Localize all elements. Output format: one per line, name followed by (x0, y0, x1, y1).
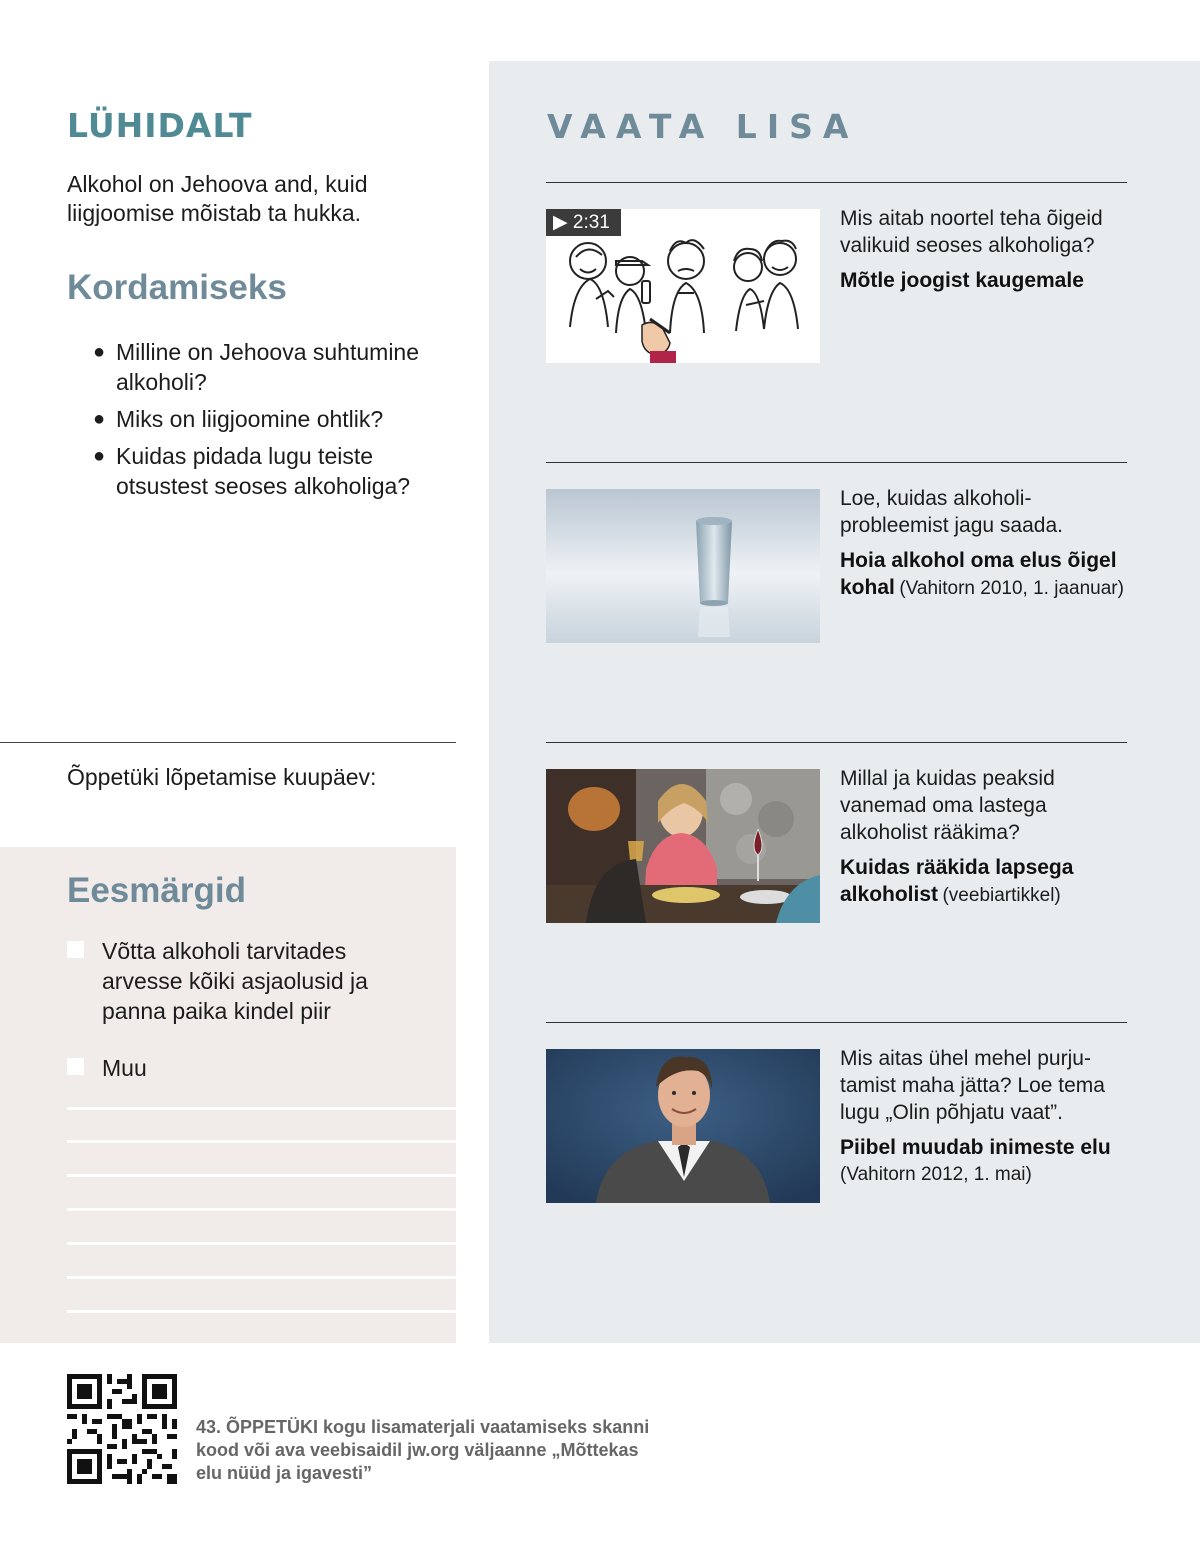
goal-text: Võtta alkoholi tarvitades arvesse kõiki asjaolusid ja panna paika kindel piir (102, 938, 368, 1024)
goal-item[interactable] (67, 936, 397, 1026)
man-portrait-photo-thumbnail[interactable] (546, 1049, 820, 1203)
resource-source: (veebiartikkel) (942, 885, 1061, 906)
qr-code-icon[interactable] (67, 1374, 177, 1484)
resource-text (840, 485, 1125, 602)
summary-text: Alkohol on Jehoova and, kuid liigjoomise mõistab ta hukka. (67, 171, 368, 226)
bullet-icon: ● (93, 408, 106, 430)
write-line[interactable] (67, 1174, 456, 1177)
qr-code-graphic (67, 1374, 177, 1484)
resource-description: Mis aitab noortel teha õigeid valikuid seoses alkoholiga? (840, 207, 1103, 257)
write-line[interactable] (67, 1276, 456, 1279)
glass-photo-thumbnail[interactable] (546, 489, 820, 643)
write-line[interactable] (67, 1242, 456, 1245)
glass-icon (546, 489, 820, 643)
man-portrait-icon (546, 1049, 820, 1203)
write-line[interactable] (67, 1310, 456, 1313)
goal-text: Muu (102, 1055, 147, 1081)
section-divider (0, 742, 456, 743)
resource-title-link[interactable]: Piibel muudab inimeste elu (840, 1136, 1111, 1159)
footer-text: 43. ÕPPETÜKI kogu lisamaterjali vaatamiseks skanni kood või ava veebisaidil jw.org väljaanne „Mõttekas elu nüüd ja igavesti” (196, 1417, 650, 1483)
bullet-icon: ● (93, 341, 106, 363)
video-duration-badge: ▶ 2:31 (546, 209, 621, 236)
resource-divider (546, 1022, 1127, 1023)
review-question: ● Milline on Jehoova suhtumine alkoholi? (93, 339, 420, 395)
family-dinner-icon (546, 769, 820, 923)
summary-heading: LÜHIDALT (67, 106, 253, 145)
resource-divider (546, 462, 1127, 463)
write-line[interactable] (67, 1107, 456, 1110)
resource-description: Mis aitas ühel mehel purju-tamist maha jätta? Loe tema lugu „Olin põhjatu vaat”. (840, 1047, 1105, 1124)
review-list (93, 337, 453, 508)
resource-title-link[interactable]: Hoia alkohol oma elus õigel kohal (840, 549, 1117, 599)
see-more-panel (489, 61, 1200, 1343)
write-line[interactable] (67, 1140, 456, 1143)
resource-source: (Vahitorn 2012, 1. mai) (840, 1164, 1032, 1185)
resource-divider (546, 182, 1127, 183)
resource-text (840, 1045, 1125, 1188)
goal-checkbox[interactable] (67, 1058, 84, 1075)
family-dinner-photo-thumbnail[interactable] (546, 769, 820, 923)
resource-description: Loe, kuidas alkoholi-probleemist jagu saada. (840, 487, 1063, 537)
resource-text (840, 205, 1125, 294)
resource-description: Millal ja kuidas peaksid vanemad oma lastega alkoholist rääkima? (840, 767, 1055, 844)
goals-heading: Eesmärgid (67, 871, 246, 910)
resource-title-link[interactable]: Kuidas rääkida lapsega alkoholist (840, 856, 1074, 906)
completion-date-label: Õppetüki lõpetamise kuupäev: (67, 764, 377, 790)
resource-source: (Vahitorn 2010, 1. jaanuar) (899, 578, 1124, 599)
resource-divider (546, 742, 1127, 743)
goal-item-other[interactable] (67, 1053, 397, 1083)
review-question: ● Kuidas pidada lugu teiste otsustest seoses alkoholiga? (93, 443, 411, 499)
see-more-heading: VAATA LISA (547, 107, 859, 146)
bullet-icon: ● (93, 445, 106, 467)
resource-title-link[interactable]: Mõtle joogist kaugemale (840, 269, 1084, 292)
whiteboard-animation-thumbnail[interactable] (546, 209, 820, 363)
review-question: ● Miks on liigjoomine ohtlik? (93, 406, 384, 432)
review-heading: Kordamiseks (67, 268, 287, 307)
goal-checkbox[interactable] (67, 941, 84, 958)
write-line[interactable] (67, 1208, 456, 1211)
goals-panel (0, 847, 456, 1343)
play-icon: ▶ (553, 212, 568, 233)
resource-text (840, 765, 1125, 909)
